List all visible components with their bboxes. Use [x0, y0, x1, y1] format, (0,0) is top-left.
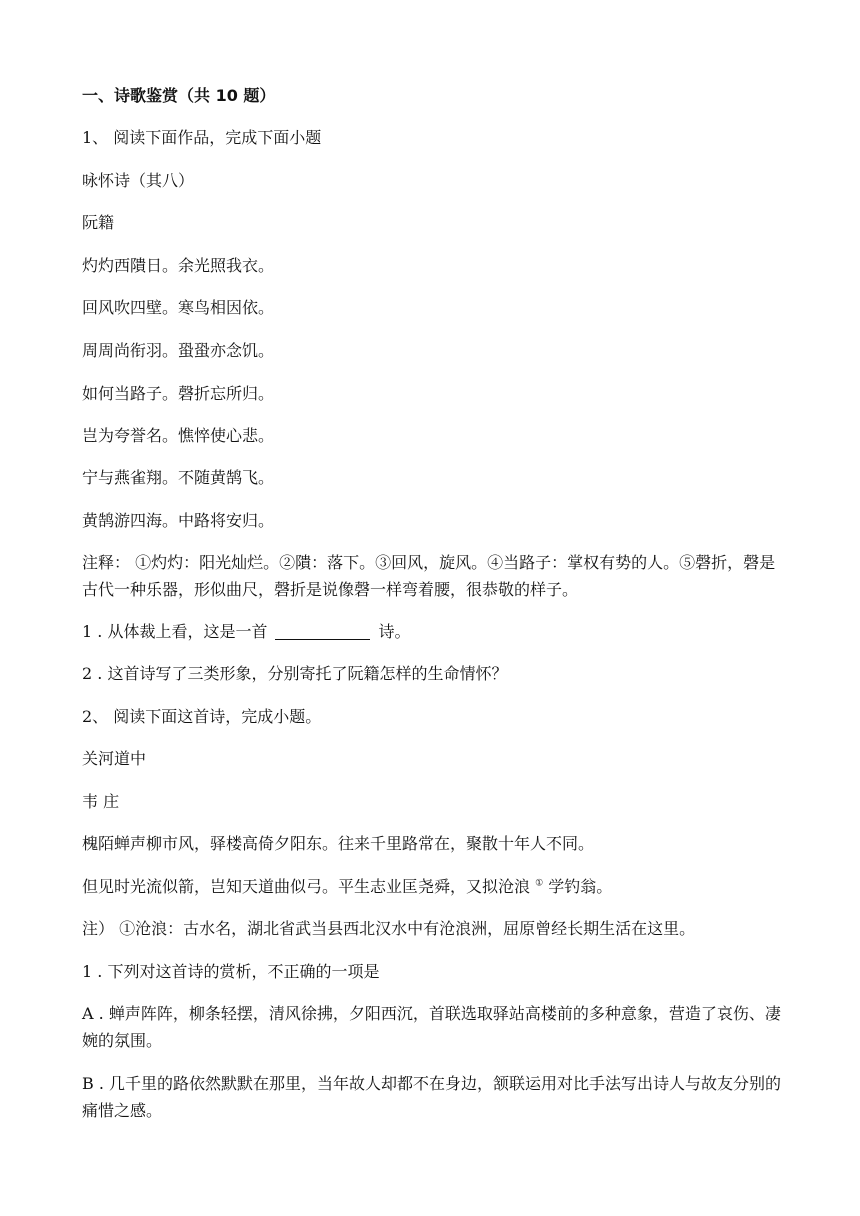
option-a: A . 蝉声阵阵，柳条轻摆，清风徐拂，夕阳西沉，首联选取驿站高楼前的多种意象，营造了哀伤、凄婉的氛围。 [82, 1004, 781, 1050]
sub-question-2: 2 . 这首诗写了三类形象，分别寄托了阮籍怎样的生命情怀？ [82, 664, 508, 683]
sub-question-1: 1 . 下列对这首诗的赏析，不正确的一项是 [82, 962, 380, 981]
poem-line: 灼灼西隤日。余光照我衣。 [82, 256, 275, 275]
section-title: 一、诗歌鉴赏（共 10 题） [82, 86, 276, 105]
poem-line: 黄鹄游四海。中路将安归。 [82, 511, 275, 530]
poem-title: 关河道中 [82, 749, 147, 768]
option-b: B . 几千里的路依然默默在那里，当年故人却都不在身边，颔联运用对比手法写出诗人与故友分别的痛惜之感。 [82, 1074, 782, 1120]
sub-question-1 [82, 622, 410, 642]
poem-line-text: 但见时光流似箭，岂知天道曲似弓。平生志业匡尧舜，又拟沧浪 [82, 877, 531, 896]
poem-line: 宁与燕雀翔。不随黄鹄飞。 [82, 468, 275, 487]
poem-author: 阮籍 [82, 213, 115, 232]
annotation-note: 注） ①沧浪：古水名，湖北省武当县西北汉水中有沧浪洲，屈原曾经长期生活在这里。 [82, 919, 696, 938]
poem-line: 回风吹四壁。寒鸟相因依。 [82, 298, 275, 317]
sub-question-1-text: 1 . 从体裁上看，这是一首 [82, 622, 268, 641]
footnote-marker: ① [535, 878, 544, 889]
question-1-stem: 1、 阅读下面作品，完成下面小题 [82, 128, 322, 147]
answer-blank[interactable] [275, 623, 370, 640]
poem-author: 韦 庄 [82, 792, 120, 811]
poem-line: 周周尚衔羽。蛩蛩亦念饥。 [82, 341, 275, 360]
poem-line [82, 877, 612, 897]
poem-line: 如何当路子。磬折忘所归。 [82, 384, 275, 403]
poem-line-text: 学钓翁。 [548, 877, 613, 896]
poem-line: 岂为夸誉名。憔悴使心悲。 [82, 426, 275, 445]
annotation-notes: 注释： ①灼灼：阳光灿烂。②隤：落下。③回风，旋风。④当路子：掌权有势的人。⑤磬折，磬是古代一种乐器，形似曲尺，磬折是说像磬一样弯着腰，很恭敬的样子。 [82, 553, 776, 599]
poem-line: 槐陌蝉声柳市风，驿楼高倚夕阳东。往来千里路常在，聚散十年人不同。 [82, 834, 595, 853]
sub-question-1-suffix: 诗。 [378, 622, 411, 641]
poem-title: 咏怀诗（其八） [82, 171, 195, 190]
question-2-stem: 2、 阅读下面这首诗，完成小题。 [82, 707, 322, 726]
